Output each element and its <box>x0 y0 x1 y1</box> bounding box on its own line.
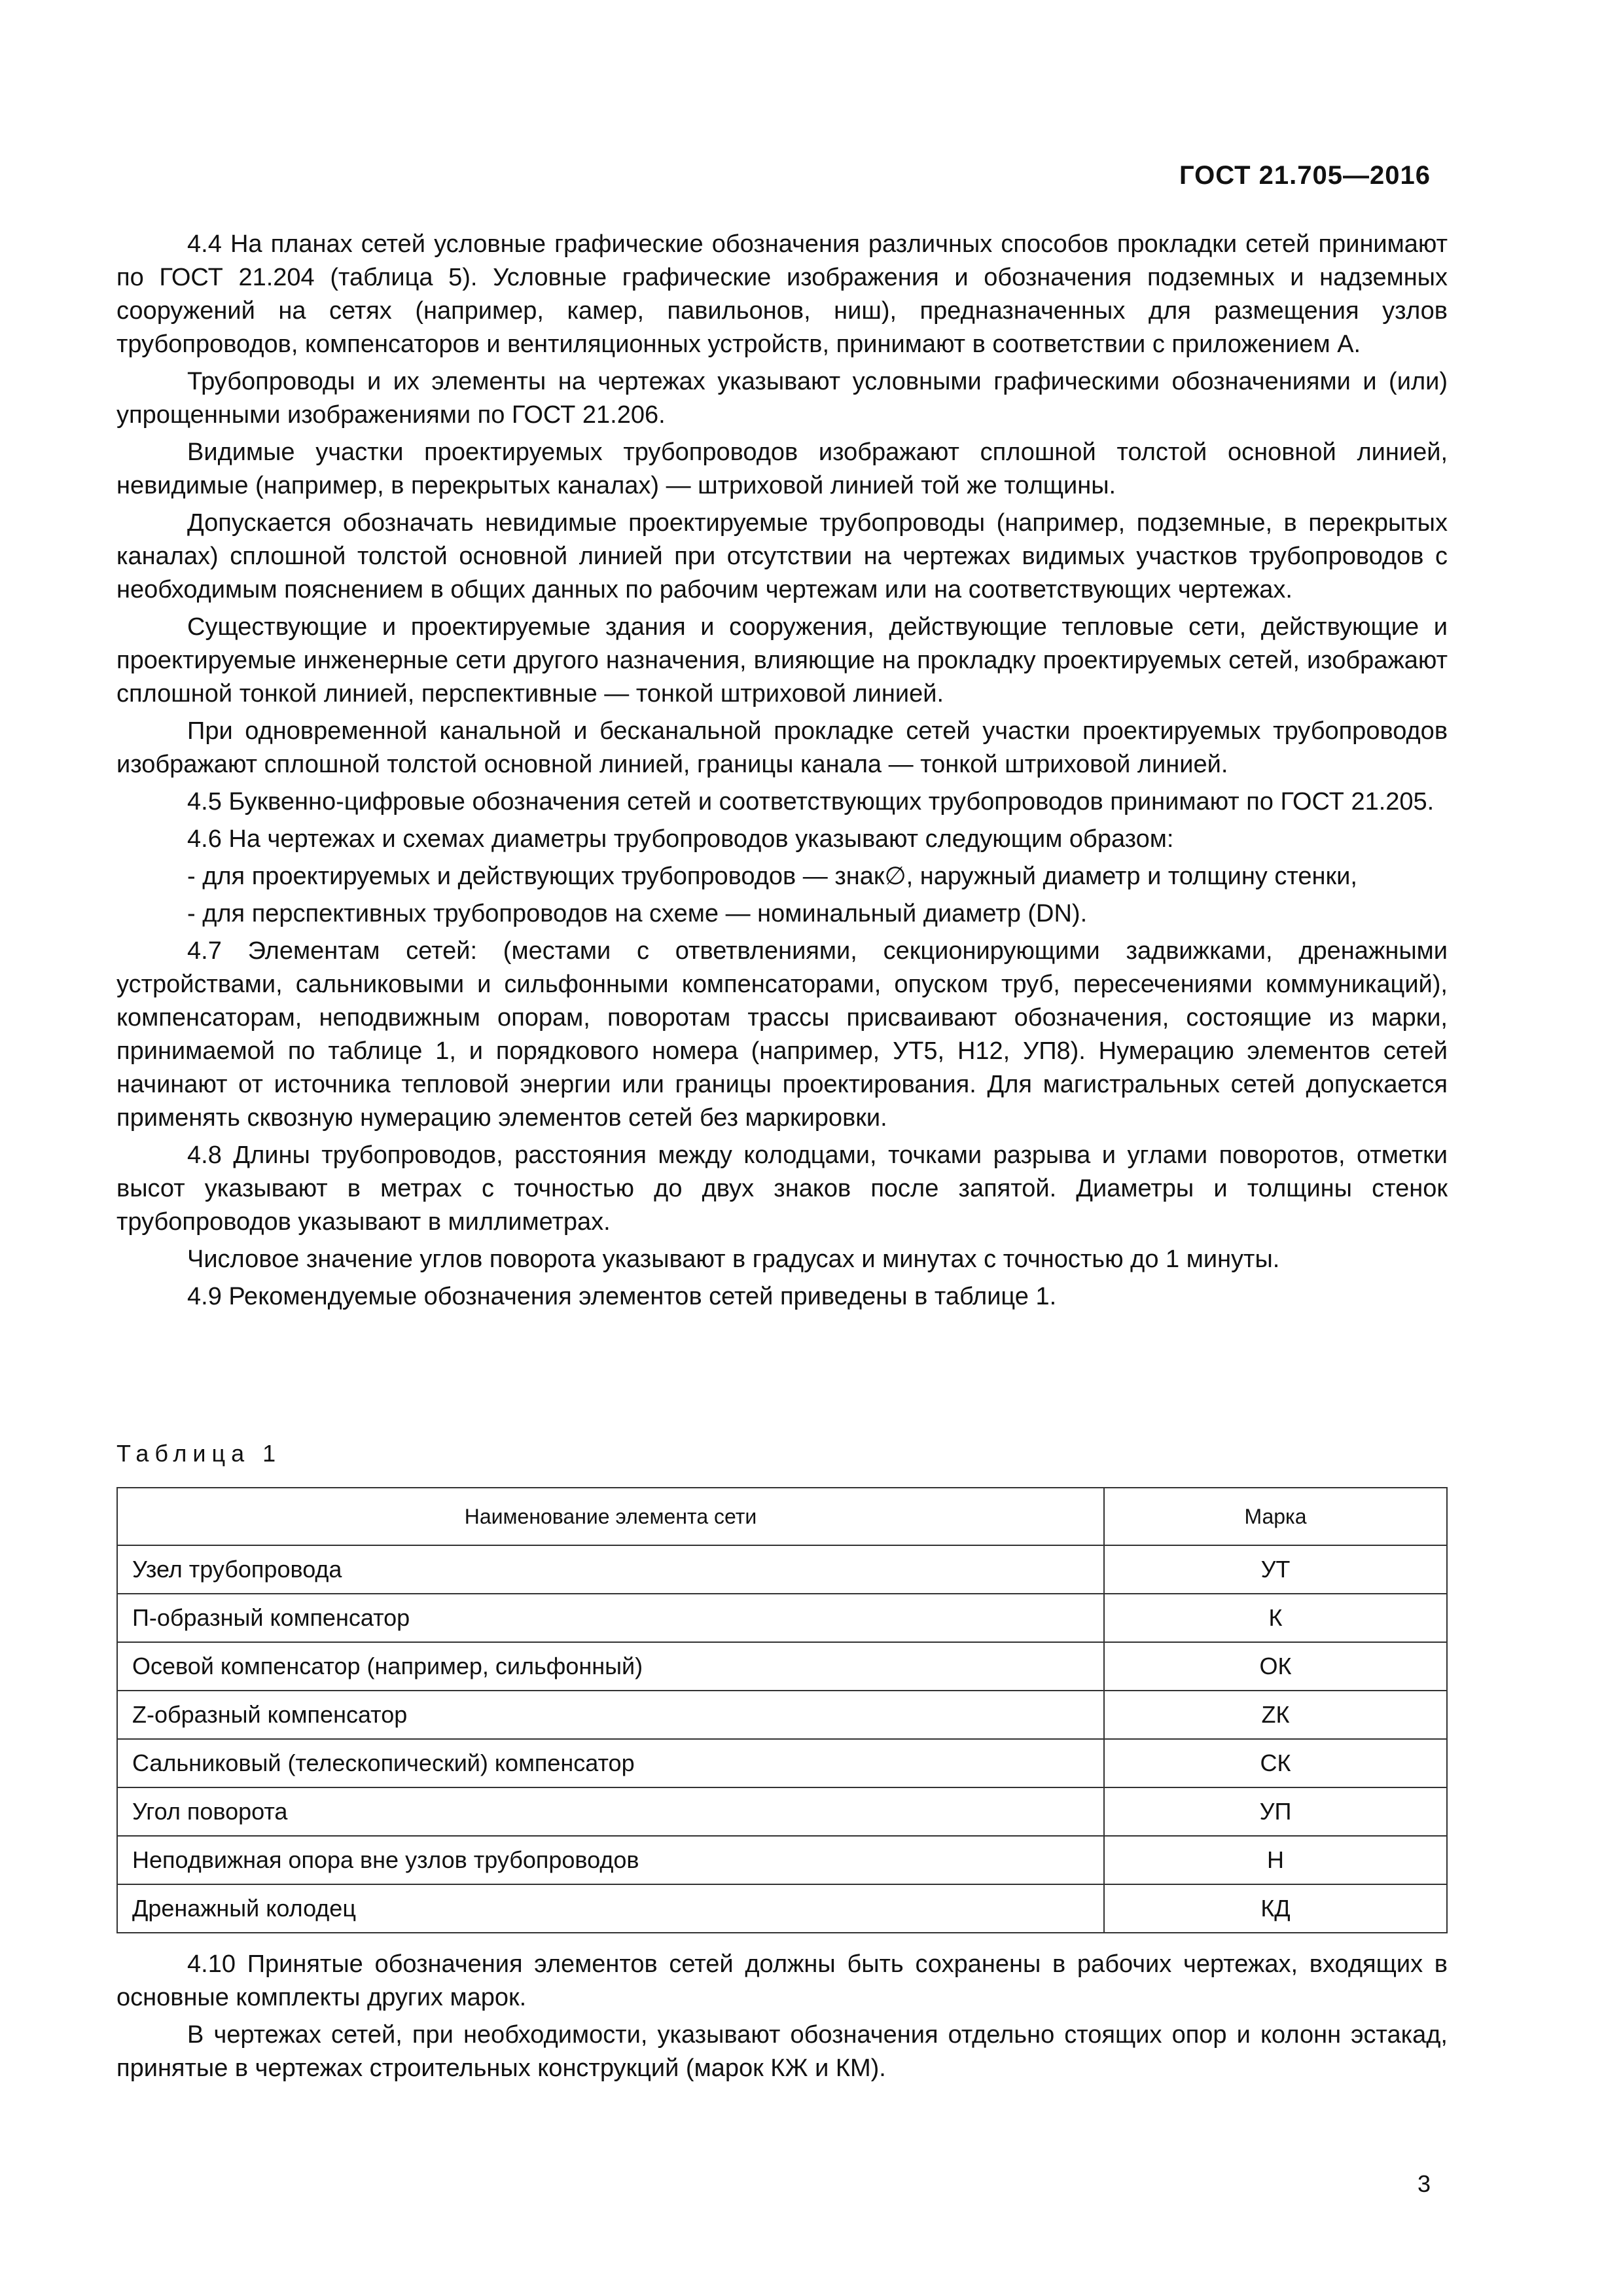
paragraph: Числовое значение углов поворота указывают в градусах и минутах с точностью до 1 минуты. <box>187 1246 1280 1273</box>
element-name: Неподвижная опора вне узлов трубопроводов <box>117 1836 1104 1884</box>
table-row <box>117 1642 1447 1691</box>
element-mark: УТ <box>1104 1545 1447 1594</box>
table-row <box>117 1545 1447 1594</box>
paragraph-4-6: 4.6 На чертежах и схемах диаметры трубопроводов указывают следующим образом: <box>187 825 1174 853</box>
table-caption: Таблица 1 <box>116 1440 282 1467</box>
column-header-mark: Марка <box>1104 1488 1447 1545</box>
elements-table <box>116 1487 1448 1933</box>
list-item: - для проектируемых и действующих трубопроводов — знак∅, наружный диаметр и толщину стенки, <box>187 863 1357 890</box>
element-name: Z-образный компенсатор <box>117 1691 1104 1739</box>
paragraph-4-4: 4.4 На планах сетей условные графические обозначения различных способов прокладки сетей принимают по ГОСТ 21.204 (таблица 5). Условные графические изображения и обозначения подземных и надземных сооружений на сетях (например, камер, павильонов, ниш), предназначенных для размещения узлов трубопроводов, компенсаторов и вентиляционных устройств, принимают в соответствии с приложением А. <box>116 230 1448 358</box>
element-mark: ZК <box>1104 1691 1447 1739</box>
column-header-name: Наименование элемента сети <box>117 1488 1104 1545</box>
element-name: П-образный компенсатор <box>117 1594 1104 1642</box>
element-mark: К <box>1104 1594 1447 1642</box>
paragraph-4-7: 4.7 Элементам сетей: (местами с ответвлениями, секционирующими задвижками, дренажными устройствами, сальниковыми и сильфонными компенсаторами, опуском труб, пересечениями коммуникаций), компенсаторам, неподвижным опорам, поворотам трассы присваивают обозначения, состоящие из марки, принимаемой по таблице 1, и порядкового номера (например, УТ5, Н12, УП8). Нумерацию элементов сетей начинают от источника тепловой энергии или границы проектирования. Для магистральных сетей допускается применять сквозную нумерацию элементов сетей без маркировки. <box>116 937 1448 1132</box>
element-mark: СК <box>1104 1739 1447 1787</box>
element-name: Узел трубопровода <box>117 1545 1104 1594</box>
paragraph: Трубопроводы и их элементы на чертежах указывают условными графическими обозначениями и (или) упрощенными изображениями по ГОСТ 21.206. <box>116 368 1448 429</box>
paragraph-4-8: 4.8 Длины трубопроводов, расстояния между колодцами, точками разрыва и углами поворотов, отметки высот указывают в метрах с точностью до двух знаков после запятой. Диаметры и толщины стенок трубопроводов указывают в миллиметрах. <box>116 1141 1448 1236</box>
table-row <box>117 1787 1447 1836</box>
table-row <box>117 1594 1447 1642</box>
document-header: ГОСТ 21.705—2016 <box>1179 161 1431 190</box>
paragraph: Видимые участки проектируемых трубопроводов изображают сплошной толстой основной линией, невидимые (например, в перекрытых каналах) — штриховой линией той же толщины. <box>116 439 1448 499</box>
element-mark: ОК <box>1104 1642 1447 1691</box>
table-header-row <box>117 1488 1447 1545</box>
element-mark: КД <box>1104 1884 1447 1933</box>
element-mark: Н <box>1104 1836 1447 1884</box>
paragraph: В чертежах сетей, при необходимости, указывают обозначения отдельно стоящих опор и колонн эстакад, принятые в чертежах строительных конструкций (марок КЖ и КМ). <box>116 2021 1448 2082</box>
paragraph-4-5: 4.5 Буквенно-цифровые обозначения сетей и соответствующих трубопроводов принимают по ГОСТ 21.205. <box>187 788 1435 816</box>
list-item: - для перспективных трубопроводов на схеме — номинальный диаметр (DN). <box>187 900 1088 927</box>
paragraph-4-9: 4.9 Рекомендуемые обозначения элементов сетей приведены в таблице 1. <box>187 1283 1057 1310</box>
element-name: Дренажный колодец <box>117 1884 1104 1933</box>
after-table-text <box>116 1948 1448 2089</box>
table-row <box>117 1836 1447 1884</box>
element-name: Угол поворота <box>117 1787 1104 1836</box>
paragraph: Существующие и проектируемые здания и сооружения, действующие тепловые сети, действующие и проектируемые инженерные сети другого назначения, влияющие на прокладку проектируемых сетей, изображают сплошной тонкой линией, перспективные — тонкой штриховой линией. <box>116 613 1448 708</box>
paragraph: При одновременной канальной и бесканальной прокладке сетей участки проектируемых трубопроводов изображают сплошной толстой основной линией, границы канала — тонкой штриховой линией. <box>116 717 1448 778</box>
table-row <box>117 1739 1447 1787</box>
paragraph-4-10: 4.10 Принятые обозначения элементов сетей должны быть сохранены в рабочих чертежах, входящих в основные комплекты других марок. <box>116 1950 1448 2011</box>
element-name: Осевой компенсатор (например, сильфонный) <box>117 1642 1104 1691</box>
paragraph: Допускается обозначать невидимые проектируемые трубопроводы (например, подземные, в перекрытых каналах) сплошной толстой основной линией при отсутствии на чертежах видимых участков трубопроводов с необходимым пояснением в общих данных по рабочим чертежам или на соответствующих чертежах. <box>116 509 1448 603</box>
element-mark: УП <box>1104 1787 1447 1836</box>
table-row <box>117 1884 1447 1933</box>
body-text <box>116 228 1448 1318</box>
element-name: Сальниковый (телескопический) компенсатор <box>117 1739 1104 1787</box>
table-row <box>117 1691 1447 1739</box>
page-number: 3 <box>1417 2170 1431 2197</box>
